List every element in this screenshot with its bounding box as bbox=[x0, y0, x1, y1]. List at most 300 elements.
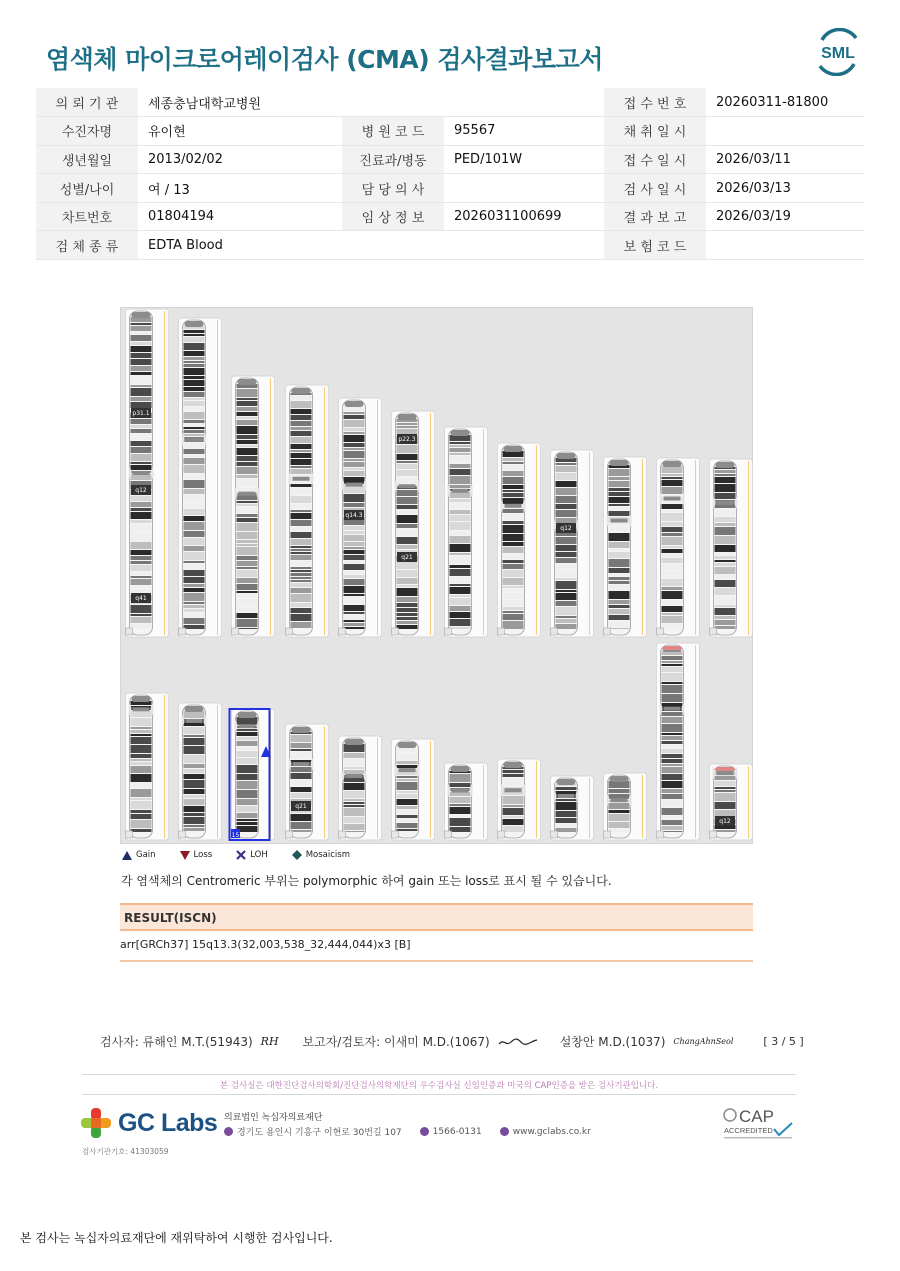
chromosome-band bbox=[291, 561, 312, 566]
chromosome-band bbox=[344, 542, 365, 546]
chromosome-band bbox=[715, 536, 736, 544]
info-value: EDTA Blood bbox=[138, 231, 342, 260]
info-row bbox=[36, 231, 864, 260]
chromosome-band bbox=[662, 767, 683, 773]
info-value: 2013/02/02 bbox=[138, 145, 342, 174]
chromosome-band bbox=[715, 620, 736, 625]
chromosome-band bbox=[450, 815, 471, 817]
chromosome-band bbox=[397, 454, 418, 460]
chromosome-band bbox=[556, 818, 577, 823]
chromosome-band bbox=[503, 560, 524, 563]
centromere-band bbox=[558, 794, 575, 798]
chromosome-band bbox=[291, 532, 312, 538]
chromosome-band bbox=[344, 623, 365, 626]
chromosome-band bbox=[397, 588, 418, 596]
telomere-top bbox=[132, 696, 151, 702]
doctor-signature: ChangAhnSeol bbox=[673, 1037, 734, 1046]
chromosome-band bbox=[184, 609, 205, 612]
chromosome-band bbox=[715, 493, 736, 499]
chromosome-band bbox=[237, 799, 258, 805]
chromosome-band bbox=[450, 619, 471, 626]
chromosome-band bbox=[344, 597, 365, 604]
centromere-band bbox=[133, 471, 150, 475]
telomere-top bbox=[610, 776, 629, 782]
chromosome-tab bbox=[657, 628, 664, 635]
chromosome-band bbox=[131, 820, 152, 828]
chromosome-band bbox=[344, 767, 365, 769]
chromosome-band bbox=[662, 600, 683, 605]
chromosome-band bbox=[556, 545, 577, 551]
chromosome-band bbox=[184, 825, 205, 827]
chromosome-band bbox=[662, 474, 683, 476]
chromosome-band bbox=[291, 583, 312, 587]
chromosome-band bbox=[291, 539, 312, 545]
telomere-top bbox=[504, 446, 523, 452]
chromosome-band bbox=[609, 523, 630, 526]
chromosome-tab bbox=[445, 628, 452, 635]
chromosome-band bbox=[609, 507, 630, 510]
centromere-band bbox=[239, 724, 256, 728]
chromosome-band bbox=[131, 385, 152, 387]
chromosome-band bbox=[344, 412, 365, 414]
chromosome-band bbox=[344, 459, 365, 461]
chromosome-band bbox=[450, 456, 471, 463]
info-value bbox=[444, 231, 604, 260]
chromosome-band bbox=[344, 579, 365, 585]
chromosome-band bbox=[397, 765, 418, 768]
chromosome-band bbox=[184, 605, 205, 608]
chromosome-band bbox=[397, 529, 418, 536]
chromosome-band bbox=[450, 595, 471, 597]
info-value: 여 / 13 bbox=[138, 174, 342, 203]
chromosome-band bbox=[556, 593, 577, 600]
centromere-band bbox=[186, 438, 203, 442]
centromere-band bbox=[346, 774, 363, 778]
chromosome-band bbox=[344, 494, 365, 502]
chromosome-band bbox=[556, 481, 577, 487]
chromosome-band bbox=[450, 499, 471, 502]
chromosome-band bbox=[450, 485, 471, 488]
chromosome-band bbox=[556, 510, 577, 517]
result-header: RESULT(ISCN) bbox=[120, 903, 753, 931]
chromosome-band bbox=[131, 624, 152, 629]
chromosome-band bbox=[715, 626, 736, 629]
info-value: 세종충남대학교병원 bbox=[138, 88, 342, 117]
chromosome-band bbox=[609, 628, 630, 629]
chromosome-band bbox=[609, 577, 630, 580]
chromosome-band bbox=[184, 361, 205, 363]
chromosome-band bbox=[715, 523, 736, 526]
chromosome-band bbox=[291, 793, 312, 798]
chromosome-band bbox=[344, 612, 365, 614]
chromosome-band bbox=[450, 536, 471, 543]
info-label: 차트번호 bbox=[36, 202, 138, 231]
web-item[interactable] bbox=[500, 1127, 591, 1137]
chromosome-band bbox=[662, 487, 683, 494]
chromosome-band bbox=[344, 526, 365, 530]
chromosome-band bbox=[450, 569, 471, 576]
chromosome-band bbox=[397, 819, 418, 822]
chromosome-band bbox=[344, 808, 365, 816]
chromosome-band bbox=[184, 522, 205, 530]
chromosome-band bbox=[291, 830, 312, 832]
chromosome-band bbox=[397, 617, 418, 620]
chromosome-band bbox=[131, 323, 152, 325]
chromosome-band bbox=[291, 450, 312, 452]
chromosome-band bbox=[397, 505, 418, 509]
chromosome-band bbox=[131, 397, 152, 401]
info-value: 2026/03/13 bbox=[706, 174, 864, 203]
chromosome-band bbox=[344, 555, 365, 560]
info-value: 2026/03/11 bbox=[706, 145, 864, 174]
chromosome-band bbox=[662, 816, 683, 819]
chromosome-band bbox=[237, 456, 258, 461]
chromosome-band bbox=[609, 609, 630, 614]
chromosome-band bbox=[556, 504, 577, 509]
legend-loh-label: LOH bbox=[250, 850, 268, 860]
chromosome-band bbox=[344, 415, 365, 419]
chromosome-band bbox=[184, 799, 205, 805]
chromosome-band bbox=[184, 828, 205, 831]
legend-mosaicism bbox=[292, 850, 350, 860]
info-label: 접 수 일 시 bbox=[604, 145, 706, 174]
chromosome-band bbox=[184, 755, 205, 763]
chromosome-band bbox=[662, 533, 683, 536]
centromere-band bbox=[611, 519, 628, 523]
chromosome-band bbox=[291, 787, 312, 792]
chromosome-band bbox=[131, 614, 152, 616]
chromosome-band bbox=[291, 552, 312, 554]
info-label: 수진자명 bbox=[36, 117, 138, 146]
chromosome-tab bbox=[498, 628, 505, 635]
chromosome-band bbox=[662, 682, 683, 684]
chromosome-band bbox=[237, 751, 258, 757]
chromosome-band bbox=[131, 798, 152, 800]
chromosome-band bbox=[556, 601, 577, 606]
chromosome-band bbox=[237, 420, 258, 425]
chromosome-band bbox=[184, 357, 205, 360]
chromosome-band bbox=[503, 589, 524, 592]
chromosome-band bbox=[662, 694, 683, 702]
chromosome-band bbox=[556, 824, 577, 827]
chromosome-band bbox=[184, 552, 205, 560]
chromosome-tab bbox=[551, 628, 558, 635]
chromosome-band bbox=[237, 613, 258, 618]
chromosome-band bbox=[503, 593, 524, 599]
chromosome-band bbox=[715, 787, 736, 789]
chromosome-band bbox=[503, 607, 524, 610]
chromosome-band bbox=[344, 550, 365, 554]
chromosome-band bbox=[184, 813, 205, 816]
gclabs-registration: 검사기관기호: 41303059 bbox=[82, 1147, 169, 1156]
chromosome-band bbox=[715, 776, 736, 780]
sml-logo-text: SML bbox=[821, 45, 855, 62]
chromosome-band bbox=[184, 769, 205, 773]
chromosome-band bbox=[397, 799, 418, 805]
chromosome-band bbox=[291, 453, 312, 458]
chromosome-band bbox=[237, 501, 258, 503]
chromosome-band bbox=[344, 805, 365, 807]
chromosome-band bbox=[503, 458, 524, 461]
chromosome-band bbox=[450, 577, 471, 583]
chromosome-band bbox=[131, 737, 152, 744]
chromosome-band bbox=[503, 509, 524, 513]
info-label: 채 취 일 시 bbox=[604, 117, 706, 146]
chromosome-band bbox=[184, 420, 205, 423]
chromosome-band bbox=[291, 570, 312, 572]
chromosome-band bbox=[131, 718, 152, 726]
chromosome-band bbox=[131, 801, 152, 809]
chromosome-band bbox=[662, 759, 683, 763]
foundation-name: 의료법인 녹십자의료재단 bbox=[224, 1113, 323, 1123]
centromeric-note: 각 염색체의 Centromeric 부위는 polymorphic 하여 gain 또는 loss로 표시 될 수 있습니다. bbox=[121, 874, 612, 888]
chromosome-band bbox=[450, 453, 471, 455]
chromosome-band bbox=[291, 520, 312, 526]
chromosome-band bbox=[184, 434, 205, 436]
chromosome-tab bbox=[445, 831, 452, 838]
chromosome-band bbox=[131, 429, 152, 433]
chromosome-band bbox=[131, 335, 152, 341]
chromosome-tab bbox=[126, 831, 133, 838]
chromosome-band bbox=[291, 527, 312, 531]
chromosome-band bbox=[237, 774, 258, 780]
chromosome-band bbox=[503, 770, 524, 773]
chromosome-band bbox=[344, 586, 365, 593]
chromosome-band bbox=[237, 435, 258, 439]
chromosome-band bbox=[397, 810, 418, 814]
chromosome-band bbox=[503, 485, 524, 489]
chromosome-band bbox=[344, 620, 365, 622]
chromosome-band bbox=[556, 624, 577, 629]
chromosome-band bbox=[662, 789, 683, 793]
chromosome-band bbox=[237, 594, 258, 598]
chromosome-band bbox=[237, 561, 258, 566]
chromosome-band bbox=[609, 504, 630, 506]
chromosome-band bbox=[662, 558, 683, 563]
chromosome-band bbox=[291, 603, 312, 607]
info-label: 진료과/병동 bbox=[342, 145, 444, 174]
chromosome-band bbox=[184, 538, 205, 545]
chromosome-tab bbox=[710, 831, 717, 838]
chromosome-band bbox=[662, 656, 683, 660]
info-value bbox=[706, 231, 864, 260]
chromosome-band bbox=[344, 605, 365, 611]
chromosome-band bbox=[397, 776, 418, 778]
chromosome-band bbox=[715, 477, 736, 483]
patient-info-table bbox=[36, 88, 864, 260]
chromosome-band bbox=[609, 581, 630, 584]
chromosome-tab bbox=[710, 628, 717, 635]
chromosome-band bbox=[503, 462, 524, 464]
chromosome-band bbox=[131, 441, 152, 446]
telomere-top bbox=[451, 430, 470, 436]
chromosome-band bbox=[237, 806, 258, 812]
chromosome-band bbox=[131, 359, 152, 365]
chromosome-band bbox=[662, 745, 683, 748]
chromosome-band bbox=[397, 461, 418, 463]
centromere-band bbox=[399, 768, 416, 772]
chromosome-band bbox=[131, 759, 152, 761]
chromosome-band bbox=[184, 443, 205, 448]
chromosome-band bbox=[291, 573, 312, 576]
info-value: 2026031100699 bbox=[444, 202, 604, 231]
chromosome-band bbox=[291, 496, 312, 503]
doctor-name: 설창안 M.D.(1037) bbox=[559, 1035, 666, 1049]
chromosome-band bbox=[184, 474, 205, 479]
chromosome-band bbox=[503, 808, 524, 815]
legend-gain bbox=[122, 850, 156, 860]
chromosome-band bbox=[131, 326, 152, 331]
chromosome-band bbox=[291, 594, 312, 602]
chromosome-band bbox=[344, 432, 365, 434]
centromere-band bbox=[239, 492, 256, 496]
chromosome-band bbox=[609, 605, 630, 608]
chromosome-band bbox=[662, 781, 683, 788]
chromosome-band bbox=[344, 571, 365, 574]
info-label bbox=[342, 231, 444, 260]
chromosome-band bbox=[450, 522, 471, 530]
chromosome-band bbox=[662, 724, 683, 732]
chromosome-band bbox=[344, 531, 365, 534]
chromosome-band bbox=[397, 477, 418, 485]
chromosome-band bbox=[397, 829, 418, 831]
chromosome-band bbox=[450, 503, 471, 509]
chromosome-band bbox=[662, 741, 683, 744]
chromosome-band bbox=[291, 466, 312, 468]
gclabs-logo bbox=[80, 1107, 217, 1139]
chromosome-band bbox=[556, 496, 577, 503]
chromosome-band bbox=[609, 533, 630, 541]
chromosome-band bbox=[450, 584, 471, 586]
chromosome-band bbox=[237, 556, 258, 560]
chromosome-band bbox=[450, 442, 471, 444]
chromosome-band bbox=[662, 673, 683, 681]
chromosome-band bbox=[715, 474, 736, 476]
chromosome-band bbox=[397, 625, 418, 629]
centromere-band bbox=[293, 477, 310, 481]
chromosome-band bbox=[131, 447, 152, 453]
page-title: 염색체 마이크로어레이검사 (CMA) 검사결과보고서 bbox=[46, 45, 603, 74]
chromosome-band bbox=[237, 607, 258, 612]
chromosome-band bbox=[450, 469, 471, 475]
chromosome-band bbox=[131, 508, 152, 511]
chromosome-band bbox=[556, 616, 577, 618]
chromosome-band bbox=[397, 815, 418, 818]
chromosome-band bbox=[344, 462, 365, 467]
chromosome-band bbox=[503, 586, 524, 588]
chromosome-band bbox=[662, 820, 683, 825]
chromosome-band bbox=[344, 443, 365, 447]
chromosome-band bbox=[609, 600, 630, 604]
centromere-band bbox=[133, 707, 150, 711]
chromosome-band bbox=[184, 584, 205, 587]
chromosome-band bbox=[503, 570, 524, 577]
chromosome-band bbox=[184, 387, 205, 391]
chromosome-band bbox=[662, 477, 683, 479]
info-label: 의 뢰 기 관 bbox=[36, 88, 138, 117]
chromosome-band bbox=[450, 818, 471, 826]
chromosome-band bbox=[131, 829, 152, 832]
location-icon bbox=[224, 1127, 233, 1136]
chromosome-band bbox=[237, 584, 258, 590]
chromosome-band bbox=[131, 565, 152, 571]
web-text[interactable]: www.gclabs.co.kr bbox=[512, 1126, 591, 1137]
chromosome-band bbox=[237, 389, 258, 397]
chromosome-band bbox=[184, 334, 205, 336]
chromosome-tab bbox=[392, 831, 399, 838]
chromosome-band bbox=[556, 558, 577, 563]
chromosome-band bbox=[131, 783, 152, 788]
chromosome-band bbox=[715, 605, 736, 607]
karyogram bbox=[121, 308, 754, 845]
footer-divider bbox=[82, 1074, 796, 1075]
chromosome-band bbox=[556, 828, 577, 832]
chromosome-band bbox=[450, 553, 471, 555]
chromosome-band bbox=[131, 586, 152, 588]
chromosome-band bbox=[397, 562, 418, 569]
chromosome-band bbox=[237, 619, 258, 627]
chromosome-band bbox=[237, 467, 258, 474]
chromosome-band bbox=[450, 797, 471, 803]
signature-line bbox=[100, 1033, 804, 1050]
chromosome-band bbox=[184, 368, 205, 375]
chromosome-band bbox=[397, 613, 418, 616]
chromosome-band bbox=[131, 617, 152, 623]
chromosome-band bbox=[397, 794, 418, 798]
chromosome-band bbox=[184, 330, 205, 333]
chromosome-band bbox=[291, 767, 312, 772]
chromosome-band bbox=[237, 591, 258, 593]
chromosome-band bbox=[397, 537, 418, 544]
chromosome-band bbox=[184, 480, 205, 488]
band-label: q12 bbox=[135, 487, 147, 494]
chromosome-band bbox=[503, 774, 524, 777]
chromosome-band bbox=[344, 448, 365, 450]
chromosome-band bbox=[131, 745, 152, 753]
chromosome-band bbox=[291, 588, 312, 593]
chromosome-band bbox=[291, 580, 312, 582]
chromosome-band bbox=[184, 412, 205, 419]
chromosome-band bbox=[397, 510, 418, 514]
chromosome-band bbox=[715, 596, 736, 604]
chromosome-band bbox=[344, 575, 365, 578]
telomere-mark bbox=[716, 767, 735, 771]
chromosome-band bbox=[450, 476, 471, 484]
chromosome-band bbox=[662, 664, 683, 666]
chromosome-band bbox=[184, 531, 205, 537]
chromosome-band bbox=[237, 507, 258, 513]
chromosome-band bbox=[715, 608, 736, 615]
chromosome-band bbox=[237, 488, 258, 492]
info-value: 01804194 bbox=[138, 202, 342, 231]
chromosome-band bbox=[503, 490, 524, 492]
chromosome-band bbox=[237, 475, 258, 478]
chromosome-band bbox=[237, 440, 258, 444]
chromosome-band bbox=[184, 364, 205, 367]
chromosome-tab bbox=[392, 628, 399, 635]
chromosome-band bbox=[184, 398, 205, 400]
phone-text: 1566-0131 bbox=[432, 1126, 482, 1137]
chromosome-band bbox=[344, 817, 365, 823]
chromosome-band bbox=[503, 621, 524, 629]
info-label: 결 과 보 고 bbox=[604, 202, 706, 231]
chromosome-band bbox=[715, 556, 736, 559]
chromosome-band bbox=[344, 799, 365, 801]
result-value: arr[GRCh37] 15q13.3(32,003,538_32,444,044)x3 [B] bbox=[120, 931, 753, 962]
cap-accredited-logo bbox=[722, 1105, 796, 1143]
chromosome-band bbox=[237, 741, 258, 746]
chromosome-band bbox=[344, 420, 365, 427]
